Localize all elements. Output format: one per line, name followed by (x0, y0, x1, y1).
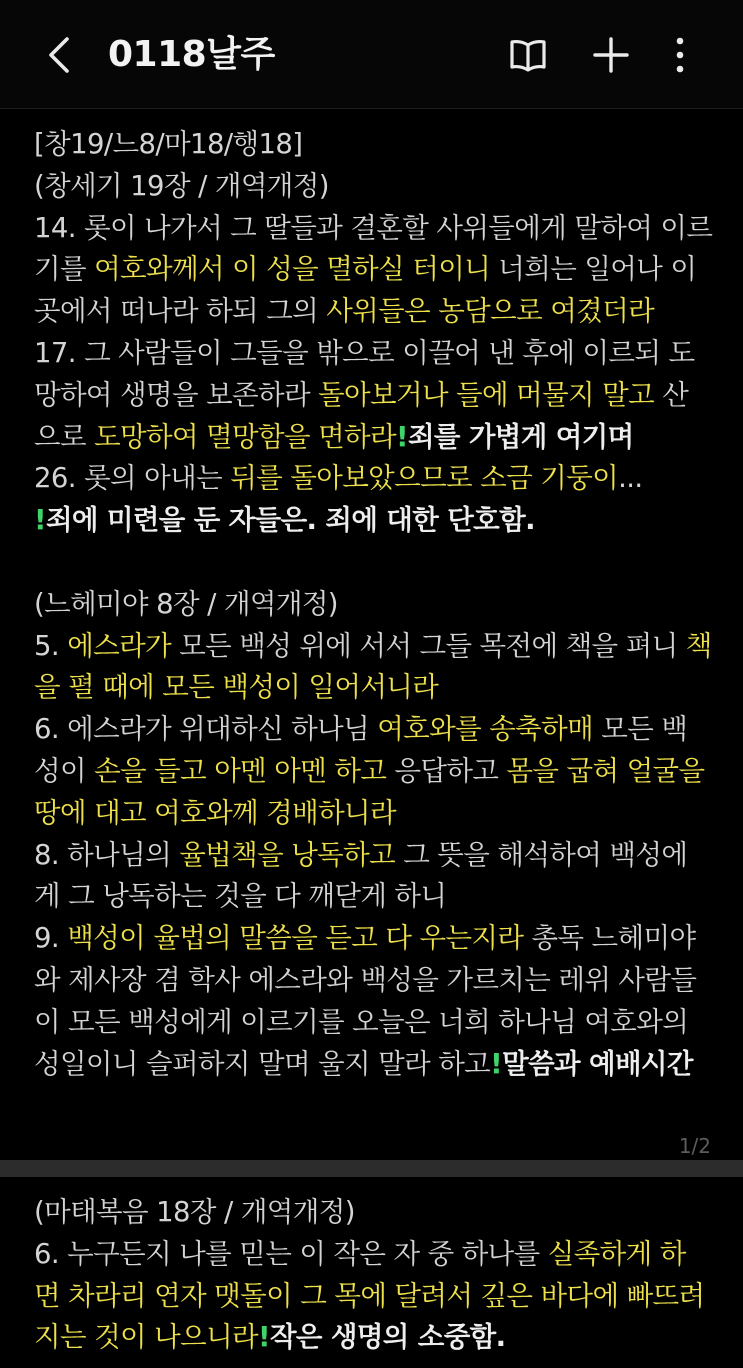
text-segment: (마태복음 18장 / 개역개정) (34, 1196, 355, 1228)
text-segment: 모든 백성 위에 서서 그들 목전에 책을 펴니 (171, 629, 686, 662)
text-segment: 이 모든 백성에게 이르기를 오늘은 너희 하나님 여호와의 (34, 1005, 689, 1038)
text-segment: 응답하고 (386, 754, 507, 787)
text-segment: 성이 (34, 754, 95, 787)
add-button[interactable] (587, 30, 635, 80)
highlighted-text: 실족하게 하 (547, 1237, 686, 1270)
text-line (34, 709, 711, 751)
highlighted-text: 몸을 굽혀 얼굴을 (506, 754, 705, 787)
note-page-2[interactable] (0, 1192, 743, 1368)
text-segment: 6. 누구든지 나를 믿는 이 작은 자 중 하나를 (34, 1237, 548, 1270)
text-line (34, 1192, 711, 1234)
text-line (34, 1276, 711, 1318)
plus-icon (591, 35, 631, 75)
more-options-button[interactable] (656, 30, 704, 80)
highlighted-text: 지는 것이 나으니라 (34, 1321, 259, 1354)
text-line (34, 417, 711, 459)
text-segment: 곳에서 떠나라 하되 그의 (34, 295, 327, 328)
page-divider (0, 1160, 743, 1177)
text-line (34, 1234, 711, 1276)
blank-line (34, 542, 711, 584)
text-segment: 산 (654, 378, 689, 411)
text-segment: 게 그 낭독하는 것을 다 깨닫게 하니 (34, 880, 447, 913)
text-line (34, 793, 711, 835)
text-line (34, 124, 711, 166)
chevron-left-icon (38, 30, 84, 80)
exclamation-mark: ! (490, 1047, 503, 1080)
highlighted-text: 을 펼 때에 모든 백성이 일어서니라 (34, 671, 439, 704)
text-line (34, 291, 711, 333)
text-segment: 17. 그 사람들이 그들을 밖으로 이끌어 낸 후에 이르되 도 (34, 336, 695, 369)
text-line (34, 918, 711, 960)
text-segment: (느헤미야 8장 / 개역개정) (34, 587, 338, 620)
bold-text: 죄를 가볍게 여기며 (407, 420, 634, 453)
text-segment: 14. 롯이 나가서 그 딸들과 결혼할 사위들에게 말하여 이르 (34, 211, 713, 244)
highlighted-text: 뒤를 돌아보았으므로 소금 기둥이 (230, 462, 619, 495)
app-bar (0, 0, 743, 109)
text-segment: 그 뜻을 해석하여 백성에 (395, 838, 688, 871)
bold-text: 작은 생명의 소중함. (269, 1321, 506, 1354)
text-segment: 총독 느헤미야 (523, 922, 696, 955)
text-segment: 8. 하나님의 (34, 838, 180, 871)
bold-text: 말씀과 예배시간 (502, 1047, 693, 1080)
text-line (34, 876, 711, 918)
text-segment: [창19/느8/마18/행18] (34, 128, 303, 160)
page-indicator: 1/2 (678, 1134, 711, 1158)
more-vert-icon (674, 35, 686, 75)
text-segment: 5. (34, 629, 68, 662)
text-segment: 모든 백 (593, 713, 688, 746)
text-line (34, 626, 711, 668)
text-segment: 으로 (34, 420, 95, 453)
text-line (34, 166, 711, 208)
bold-text: 죄에 미련을 둔 자들은. 죄에 대한 단호함. (45, 504, 535, 537)
exclamation-mark: ! (34, 504, 46, 537)
text-segment: 와 제사장 겸 학사 에스라와 백성을 가르치는 레위 사람들 (34, 963, 697, 996)
text-line (34, 584, 711, 626)
text-segment: 9. (34, 922, 68, 955)
note-title: 0118날주 (108, 34, 275, 75)
text-segment: ... (618, 462, 643, 495)
text-line (34, 960, 711, 1002)
highlighted-text: 면 차라리 연자 맷돌이 그 목에 달려서 깊은 바다에 빠뜨려 (34, 1279, 705, 1312)
text-line (34, 249, 711, 291)
text-segment: (창세기 19장 / 개역개정) (34, 169, 329, 202)
text-segment: 26. 롯의 아내는 (34, 462, 231, 495)
text-line (34, 208, 711, 250)
text-line (34, 500, 711, 542)
highlighted-text: 백성이 율법의 말씀을 듣고 다 우는지라 (67, 922, 524, 955)
highlighted-text: 율법책을 낭독하고 (179, 838, 396, 871)
text-segment: 너희는 일어나 이 (490, 253, 697, 286)
text-segment: 성일이니 슬퍼하지 말며 울지 말라 하고 (34, 1047, 491, 1080)
highlighted-text: 책 (685, 629, 712, 662)
highlighted-text: 여호와를 송축하매 (377, 713, 594, 746)
text-line (34, 375, 711, 417)
text-segment: 망하여 생명을 보존하라 (34, 378, 319, 411)
text-line (34, 1317, 711, 1359)
highlighted-text: 도망하여 멸망함을 면하라 (94, 420, 396, 453)
exclamation-mark: ! (258, 1321, 270, 1354)
text-segment: 6. 에스라가 위대하신 하나님 (34, 713, 378, 746)
exclamation-mark: ! (395, 420, 408, 453)
text-line (34, 1002, 711, 1044)
highlighted-text: 에스라가 (67, 629, 172, 662)
text-segment: 기를 (34, 253, 95, 286)
highlighted-text: 땅에 대고 여호와께 경배하니라 (34, 796, 396, 829)
highlighted-text: 사위들은 농담으로 여겼더라 (326, 295, 655, 328)
text-line (34, 667, 711, 709)
highlighted-text: 손을 들고 아멘 아멘 하고 (94, 754, 387, 787)
highlighted-text: 돌아보거나 들에 머물지 말고 (318, 378, 655, 411)
text-line (34, 1044, 711, 1086)
reading-mode-button[interactable] (504, 30, 552, 80)
back-button[interactable] (38, 30, 84, 80)
text-line (34, 333, 711, 375)
text-line (34, 458, 711, 500)
note-page-1[interactable] (0, 124, 743, 1160)
book-open-icon (508, 38, 548, 72)
highlighted-text: 여호와께서 이 성을 멸하실 터이니 (94, 253, 491, 286)
text-line (34, 751, 711, 793)
text-line (34, 835, 711, 877)
